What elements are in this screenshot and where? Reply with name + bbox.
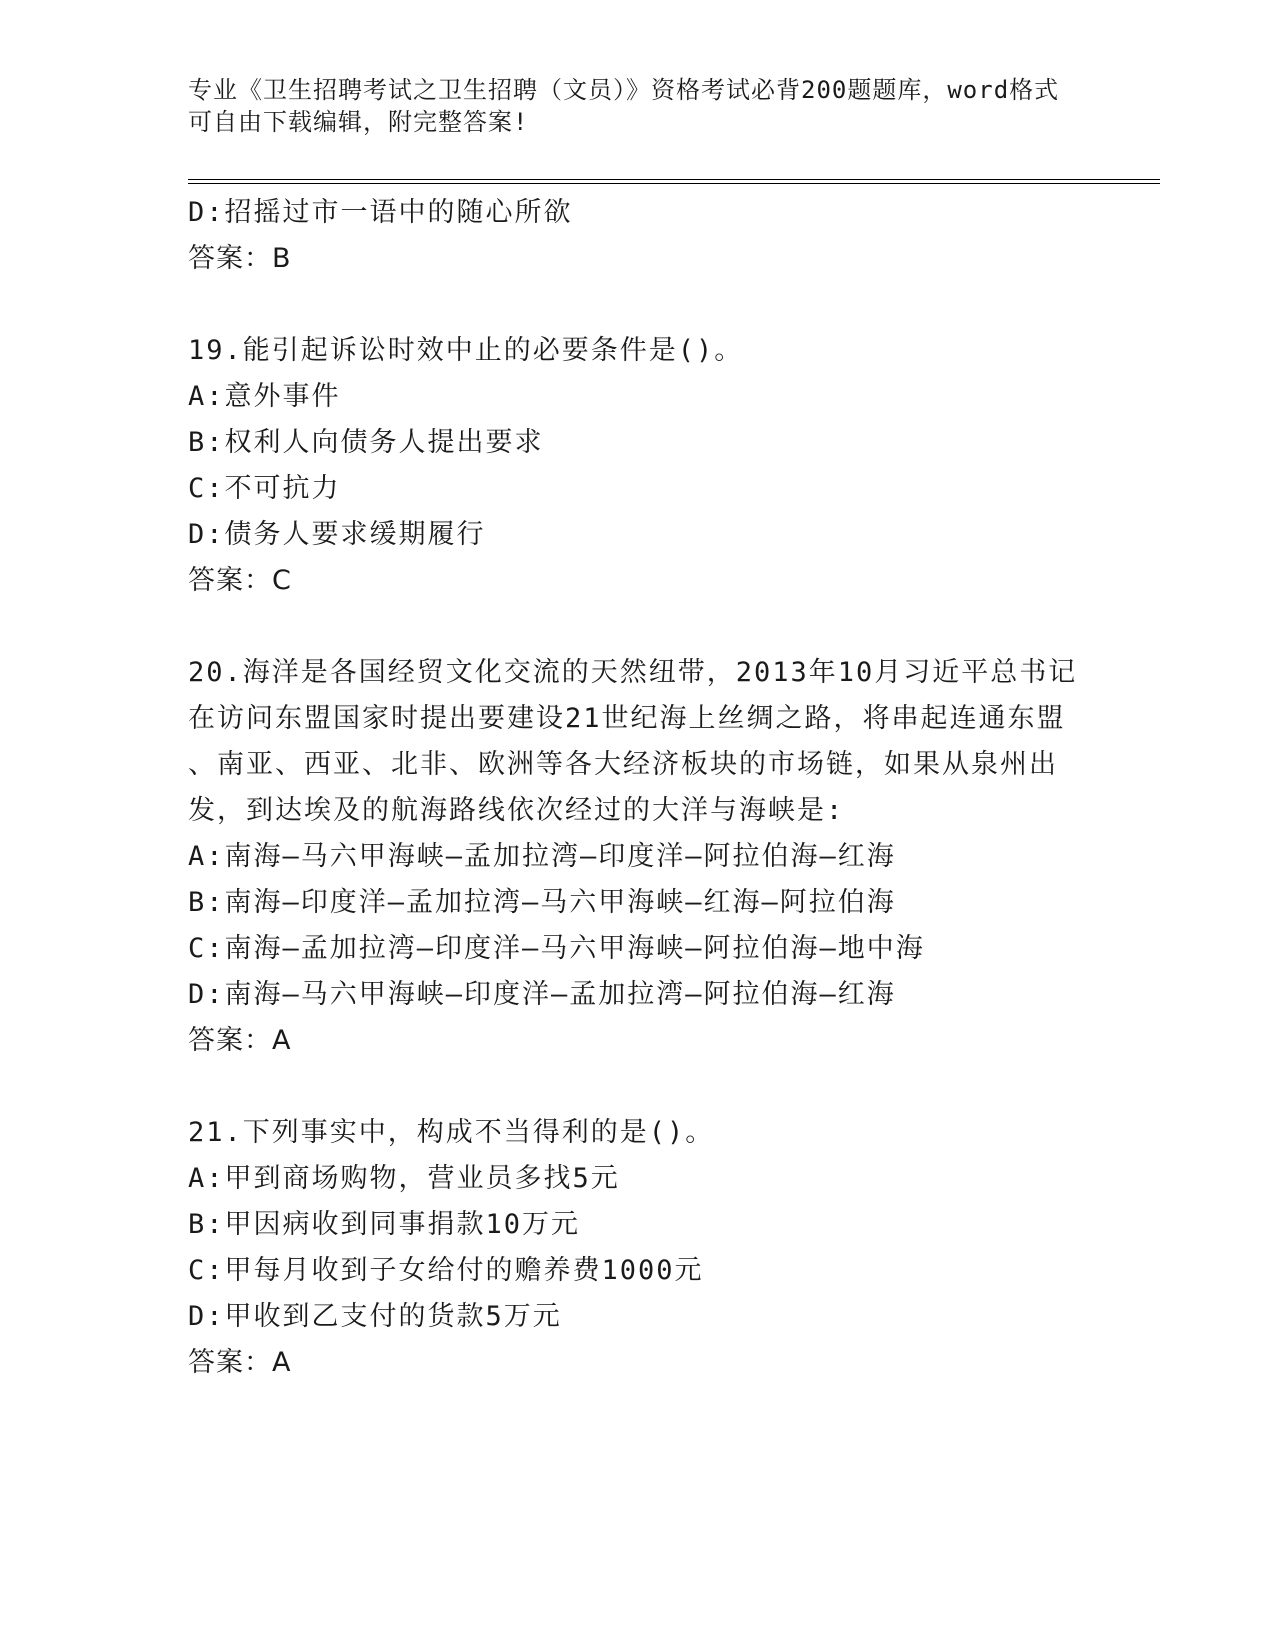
header-divider-bottom [188,183,1160,184]
spacer [188,604,1088,650]
answer-line: 答案：C [188,565,292,596]
answer-line: 答案：A [188,1347,292,1378]
option-c: C:不可抗力 [188,473,341,504]
option-a: A:甲到商场购物，营业员多找5元 [188,1163,620,1194]
question-stem: 19.能引起诉讼时效中止的必要条件是()。 [188,335,744,366]
spacer [188,282,1088,328]
option-b: B:权利人向债务人提出要求 [188,427,544,458]
header-divider-top [188,179,1160,180]
question-stem [188,650,1088,834]
question-block-21 [188,1110,1088,1386]
option-b: B:南海—印度洋—孟加拉湾—马六甲海峡—红海—阿拉伯海 [188,887,896,918]
answer-line: 答案：B [188,243,292,274]
option-c: C:南海—孟加拉湾—印度洋—马六甲海峡—阿拉伯海—地中海 [188,933,925,964]
question-block-19 [188,328,1088,604]
option-c: C:甲每月收到子女给付的赡养费1000元 [188,1255,704,1286]
question-stem: 21.下列事实中，构成不当得利的是()。 [188,1117,715,1148]
question-stem-line: 在访问东盟国家时提出要建设21世纪海上丝绸之路，将串起连通东盟 [188,703,1066,734]
question-block-20 [188,650,1088,1064]
header-line-1: 专业《卫生招聘考试之卫生招聘（文员）》资格考试必背200题题库，word格式 [188,76,1060,104]
document-body [188,190,1088,1386]
option-d: D:甲收到乙支付的货款5万元 [188,1301,562,1332]
answer-line: 答案：A [188,1025,292,1056]
option-a: A:南海—马六甲海峡—孟加拉湾—印度洋—阿拉伯海—红海 [188,841,896,872]
option-d: D:招摇过市一语中的随心所欲 [188,197,573,228]
spacer [188,1064,1088,1110]
option-d: D:南海—马六甲海峡—印度洋—孟加拉湾—阿拉伯海—红海 [188,979,896,1010]
question-block-18 [188,190,1088,282]
question-stem-line: 20.海洋是各国经贸文化交流的天然纽带，2013年10月习近平总书记 [188,657,1078,688]
header-line-2: 可自由下载编辑，附完整答案! [188,108,529,136]
question-stem-line: 发，到达埃及的航海路线依次经过的大洋与海峡是: [188,795,845,826]
option-b: B:甲因病收到同事捐款10万元 [188,1209,581,1240]
question-stem-line: 、南亚、西亚、北非、欧洲等各大经济板块的市场链，如果从泉州出 [188,749,1058,780]
option-d: D:债务人要求缓期履行 [188,519,486,550]
option-a: A:意外事件 [188,381,341,412]
document-header [188,74,1088,138]
